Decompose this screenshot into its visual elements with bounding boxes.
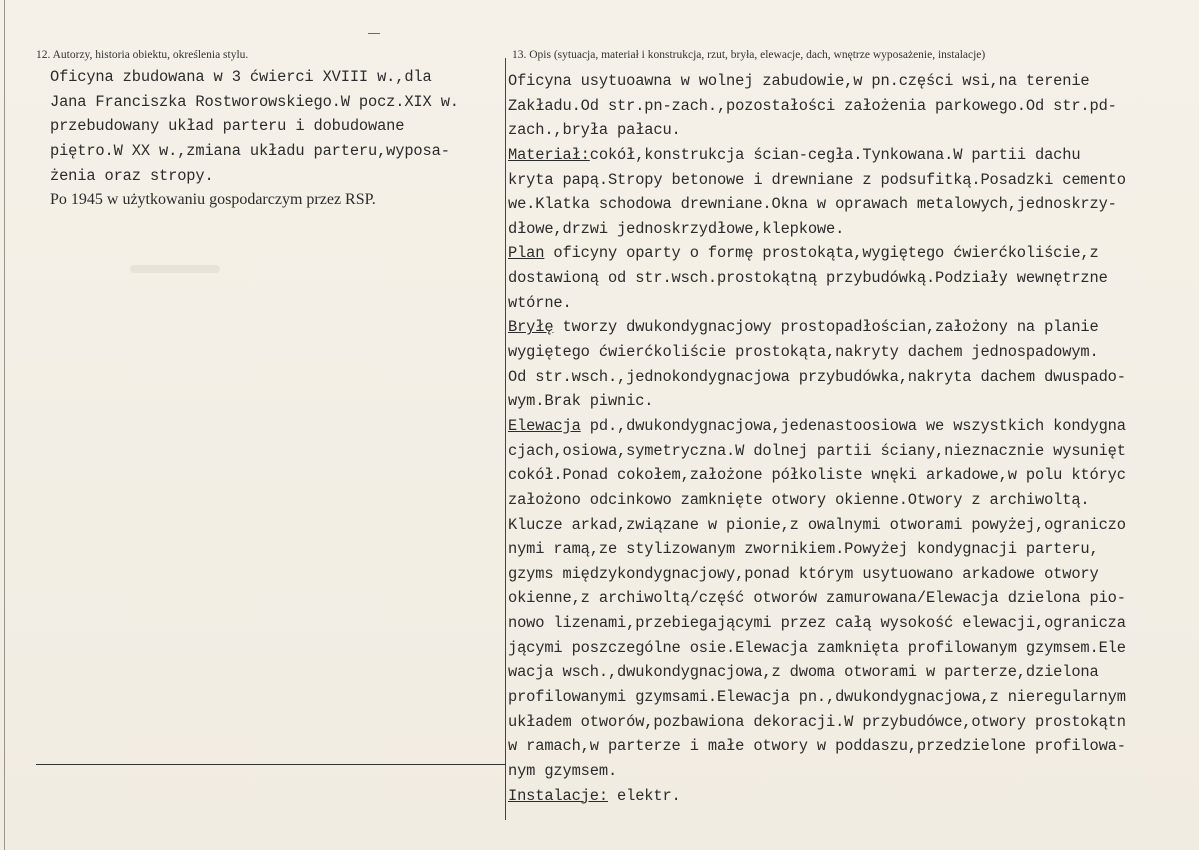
line-text: tworzy dwukondygnacjowy prostopadłościan,założony na planie: [553, 318, 1099, 337]
line-text: profilowanymi gzymsami.Elewacja pn.,dwukondygnacjowa,z nieregularnym: [508, 688, 1126, 707]
top-dash-mark: [368, 33, 380, 34]
text-line: [508, 365, 1196, 390]
line-text: wtórne.: [508, 293, 572, 312]
text-line: [508, 143, 1196, 168]
page-edge: [4, 0, 5, 850]
line-text: wym.Brak piwnic.: [508, 392, 654, 411]
text-line: [508, 340, 1196, 365]
line-text: cokół.Ponad cokołem,założone półkoliste wnęki arkadowe,w polu któryc: [508, 466, 1126, 485]
line-text: układem otworów,pozbawiona dekoracji.W przybudówce,otwory prostokątn: [508, 712, 1126, 731]
line-text: nym gzymsem.: [508, 761, 618, 780]
text-line: [508, 513, 1196, 538]
section-12-text: [50, 65, 502, 213]
text-line: [508, 266, 1196, 291]
text-line: [508, 94, 1196, 119]
paper-smudge: [130, 265, 220, 273]
line-text: w ramach,w parterze i małe otwory w poddaszu,przedzielone profilowa-: [508, 737, 1126, 756]
text-line: Jana Franciszka Rostworowskiego.W pocz.XIX w.: [50, 92, 459, 111]
underlined-heading: Plan: [508, 244, 545, 263]
section-13-header: 13. Opis (sytuacja, materiał i konstrukcja, rzut, bryła, elewacje, dach, wnętrze wyposażenie, instalacje): [512, 49, 986, 61]
line-text: Klucze arkad,związane w pionie,z owalnymi otworami powyżej,ograniczo: [508, 515, 1126, 534]
text-line: [508, 660, 1196, 685]
section-12-header: 12. Autorzy, historia obiektu, określenia stylu.: [36, 49, 249, 61]
text-line: [508, 537, 1196, 562]
text-line: [508, 439, 1196, 464]
text-line: [508, 636, 1196, 661]
text-line: żenia oraz stropy.: [50, 166, 214, 185]
text-line: [508, 784, 1196, 809]
line-text: kryta papą.Stropy betonowe i drewniane z podsufitką.Posadzki cemento: [508, 170, 1126, 189]
text-line: [508, 759, 1196, 784]
line-text: jącymi poszczególne osie.Elewacja zamknięta profilowanym gzymsem.Ele: [508, 638, 1126, 657]
line-text: założono odcinkowo zamknięte otwory okienne.Otwory z archiwoltą.: [508, 490, 1090, 509]
line-text: pd.,dwukondygnacjowa,jedenastoosiowa we wszystkich kondygna: [580, 416, 1126, 435]
line-text: zach.,bryła pałacu.: [508, 121, 681, 140]
line-text: nowo lizenami,przebiegającymi przez całą wysokość elewacji,ogranicza: [508, 614, 1126, 633]
text-line: [508, 389, 1196, 414]
text-line: [508, 734, 1196, 759]
section-13-text: [508, 69, 1196, 808]
text-line: [508, 118, 1196, 143]
underlined-heading: Bryłę: [508, 318, 554, 337]
text-line: przebudowany układ parteru i dobudowane: [50, 117, 405, 136]
text-line: [508, 414, 1196, 439]
text-line: [508, 192, 1196, 217]
bottom-rule: [36, 764, 506, 765]
line-text: Zakładu.Od str.pn-zach.,pozostałości założenia parkowego.Od str.pd-: [508, 96, 1117, 115]
line-text: Oficyna usytuoawna w wolnej zabudowie,w pn.części wsi,na terenie: [508, 72, 1090, 90]
text-line: piętro.W XX w.,zmiana układu parteru,wyposa-: [50, 141, 450, 160]
text-line: [508, 685, 1196, 710]
text-line: [508, 69, 1196, 94]
text-line: Oficyna zbudowana w 3 ćwierci XVIII w.,dla: [50, 68, 432, 86]
line-text: Od str.wsch.,jednokondygnacjowa przybudówka,nakryta dachem dwuspado-: [508, 367, 1126, 386]
line-text: we.Klatka schodowa drewniane.Okna w oprawach metalowych,jednoskrzy-: [508, 195, 1117, 214]
text-line: [508, 168, 1196, 193]
line-text: wygiętego ćwierćkoliście prostokąta,nakryty dachem jednospadowym.: [508, 343, 1099, 362]
line-text: cjach,osiowa,symetryczna.W dolnej partii ściany,nieznacznie wysunięt: [508, 441, 1126, 460]
text-line: [508, 562, 1196, 587]
text-line: [508, 291, 1196, 316]
text-line: [508, 611, 1196, 636]
underlined-heading: Instalacje:: [508, 786, 608, 805]
text-line: [508, 241, 1196, 266]
line-text: okienne,z archiwoltą/część otworów zamurowana/Elewacja dzielona pio-: [508, 589, 1126, 608]
column-divider: [505, 58, 506, 820]
line-text: dostawioną od str.wsch.prostokątną przybudówką.Podziały wewnętrzne: [508, 269, 1108, 288]
line-text: oficyny oparty o formę prostokąta,wygiętego ćwierćkoliście,z: [544, 244, 1099, 263]
line-text: cokół,konstrukcja ścian-cegła.Tynkowana.W partii dachu: [589, 145, 1081, 164]
line-text: nymi ramą,ze stylizowanym zwornikiem.Powyżej kondygnacji parteru,: [508, 540, 1099, 559]
line-text: elektr.: [607, 786, 681, 805]
line-text: gzyms międzykondygnacjowy,ponad którym usytuowano arkadowe otwory: [508, 564, 1099, 583]
text-line: Po 1945 w użytkowaniu gospodarczym przez RSP.: [50, 191, 376, 209]
underlined-heading: Elewacja: [508, 416, 581, 435]
text-line: [508, 463, 1196, 488]
text-line: [508, 315, 1196, 340]
text-line: [508, 217, 1196, 242]
text-line: [508, 586, 1196, 611]
line-text: wacja wsch.,dwukondygnacjowa,z dwoma otworami w parterze,dzielona: [508, 663, 1099, 682]
line-text: dłowe,drzwi jednoskrzydłowe,klepkowe.: [508, 219, 845, 238]
text-line: [508, 710, 1196, 735]
underlined-heading: Materiał:: [508, 145, 590, 164]
text-line: [508, 488, 1196, 513]
